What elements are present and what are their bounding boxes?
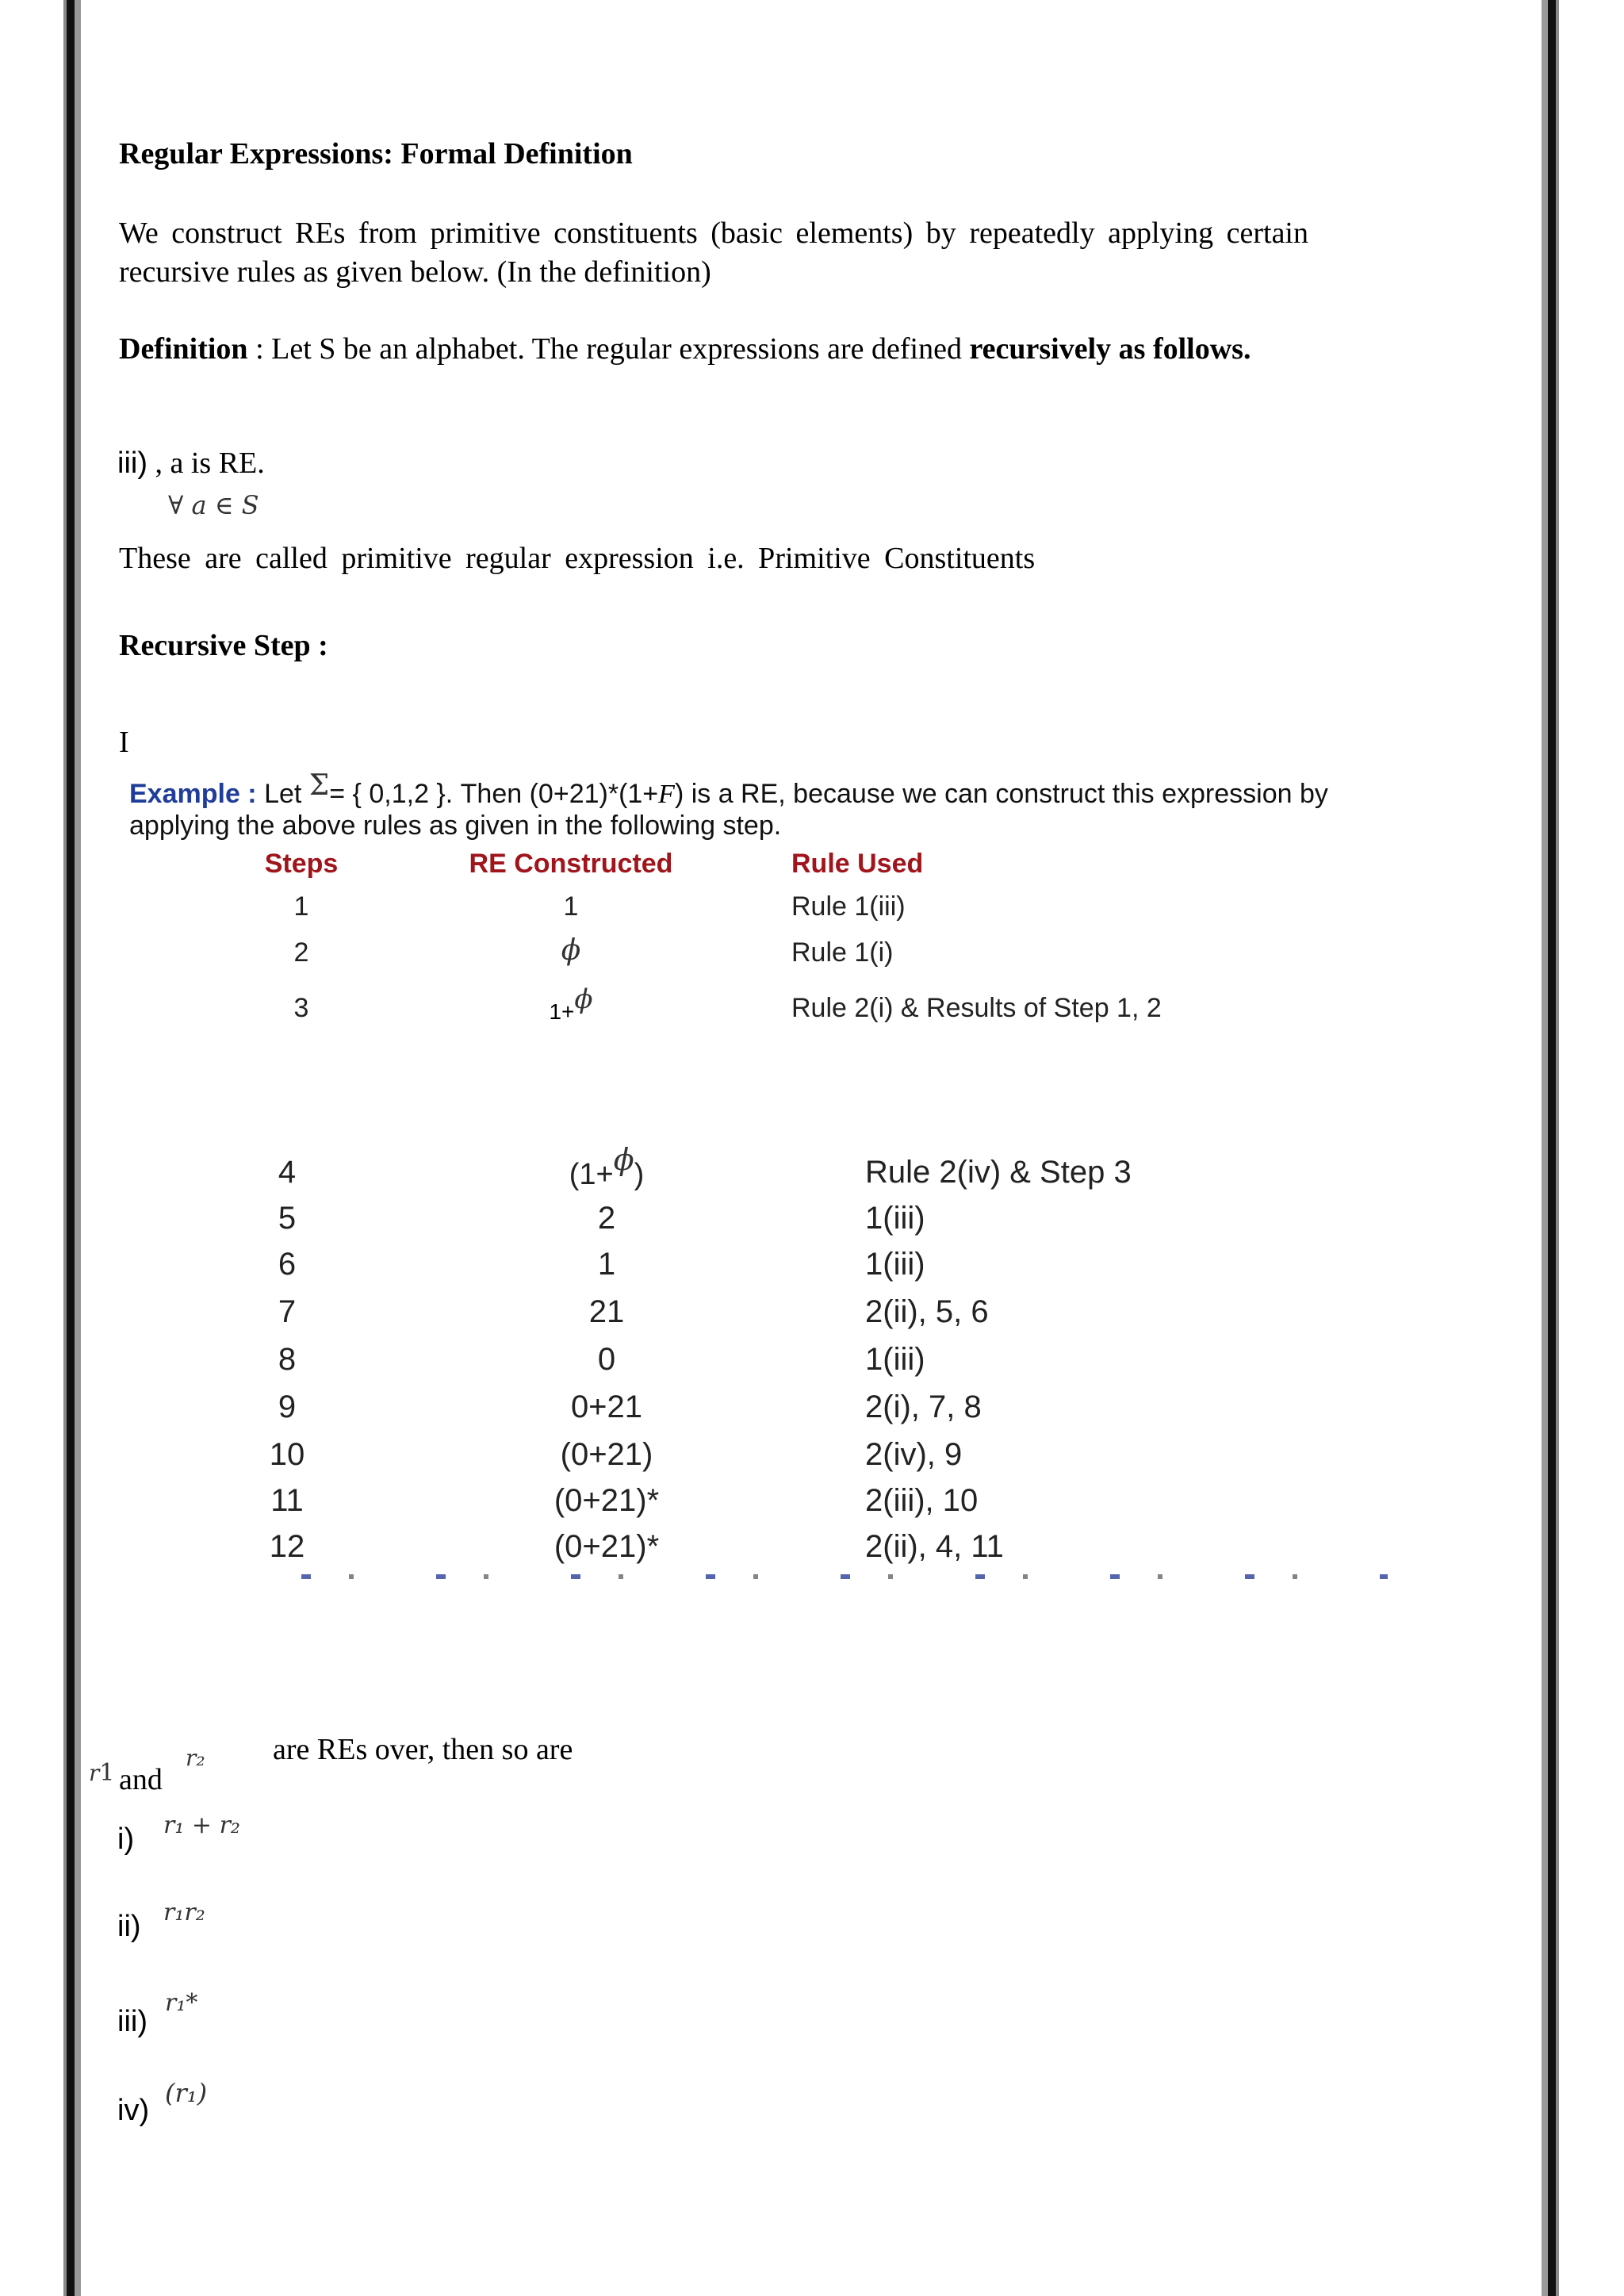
re-cell: (0+21) xyxy=(560,1437,653,1472)
definition-bold-tail: recursively as follows. xyxy=(969,332,1251,366)
rule-item-iv-expr: (r₁) xyxy=(165,2078,208,2108)
rule-cell: 2(ii), 4, 11 xyxy=(865,1529,1004,1564)
example-text-b: = { 0,1,2 }. Then (0+21)*(1+ xyxy=(329,779,659,809)
step-cell: 11 xyxy=(270,1483,304,1518)
forall-symbol: ∀ a ∈ S xyxy=(168,490,259,520)
r1-symbol xyxy=(89,1759,114,1787)
rule-item-ii-expr: r₁r₂ xyxy=(163,1899,205,1926)
rule-cell: 2(iii), 10 xyxy=(865,1483,979,1518)
re-cell xyxy=(492,1142,722,1191)
re-suffix: ) xyxy=(634,1158,645,1191)
header-steps: Steps xyxy=(264,849,339,879)
rule-cell: Rule 2(i) & Results of Step 1, 2 xyxy=(791,993,1162,1023)
example-text-a: Let xyxy=(256,779,309,809)
re-cell: 0+21 xyxy=(570,1389,643,1424)
rule-cell: 2(i), 7, 8 xyxy=(865,1389,982,1424)
item-iii-text: , a is RE. xyxy=(147,447,265,480)
page-title: Regular Expressions: Formal Definition xyxy=(119,137,633,171)
rule-item-i-expr: r₁ + r₂ xyxy=(163,1811,240,1839)
rule-cell: Rule 1(i) xyxy=(791,937,894,968)
rule-item-iv-label: iv) xyxy=(117,2094,150,2127)
and-text: and xyxy=(119,1763,163,1796)
example-text-c: ) is a RE, because we can construct this expression by xyxy=(674,779,1328,809)
phi-symbol: ϕ xyxy=(613,1142,634,1177)
rule-cell: Rule 2(iv) & Step 3 xyxy=(865,1155,1132,1190)
step-cell: 3 xyxy=(293,993,309,1023)
step-cell: 9 xyxy=(278,1389,297,1424)
r2-symbol: r₂ xyxy=(186,1745,205,1771)
definition-text: : Let S be an alphabet. The regular expressions are defined xyxy=(247,332,970,366)
primitive-rule-iii xyxy=(117,446,265,481)
re-cell: 1 xyxy=(563,891,579,922)
example-label: Example : xyxy=(129,779,257,809)
r1-subscript: 1 xyxy=(99,1759,115,1787)
re-prefix: 1+ xyxy=(549,999,575,1024)
re-cell: (0+21)* xyxy=(553,1483,660,1518)
rule-cell: 2(iv), 9 xyxy=(865,1437,963,1472)
re-cell: 0 xyxy=(597,1342,616,1377)
header-re-constructed: RE Constructed xyxy=(469,849,673,879)
stray-letter: I xyxy=(119,726,129,759)
are-res-text: are REs over, then so are xyxy=(273,1733,573,1766)
step-cell: 5 xyxy=(278,1201,297,1236)
step-cell: 4 xyxy=(278,1155,297,1190)
sigma-symbol: Σ xyxy=(308,769,330,802)
phi-symbol: ϕ xyxy=(574,983,593,1015)
header-rule-used: Rule Used xyxy=(791,849,924,879)
clipped-text-remnant xyxy=(254,1574,1388,1579)
re-cell: (0+21)* xyxy=(553,1529,660,1564)
re-cell: 21 xyxy=(588,1294,625,1329)
rule-item-iii-expr: r₁* xyxy=(165,1989,198,2017)
rule-item-i-label: i) xyxy=(117,1823,135,1856)
re-prefix: (1+ xyxy=(569,1158,614,1191)
rule-item-iii-label: iii) xyxy=(117,2005,147,2038)
rule-cell: Rule 1(iii) xyxy=(791,891,906,922)
step-cell: 2 xyxy=(293,937,309,968)
intro-paragraph: We construct REs from primitive constituents (basic elements) by repeatedly applying certain recursive rules as given below. (In the definition) xyxy=(119,217,1308,289)
item-iii-label: iii) xyxy=(117,447,147,480)
step-cell: 12 xyxy=(269,1529,305,1564)
step-cell: 1 xyxy=(293,891,309,922)
step-cell: 10 xyxy=(269,1437,305,1472)
f-symbol: F xyxy=(658,780,675,809)
left-page-border xyxy=(63,0,81,2296)
rule-item-ii-label: ii) xyxy=(117,1910,141,1943)
definition-paragraph xyxy=(119,330,1308,369)
step-cell: 7 xyxy=(278,1294,297,1329)
right-page-border xyxy=(1542,0,1559,2296)
rule-cell: 2(ii), 5, 6 xyxy=(865,1294,989,1329)
re-cell xyxy=(460,983,682,1024)
r1-letter: r xyxy=(89,1760,100,1786)
example-line-2: applying the above rules as given in the following step. xyxy=(129,811,782,841)
re-cell: 2 xyxy=(597,1201,616,1236)
phi-symbol: ϕ xyxy=(561,934,581,967)
step-cell: 8 xyxy=(278,1342,297,1377)
example-intro-line xyxy=(129,769,1328,810)
rule-cell: 1(iii) xyxy=(865,1201,925,1236)
rule-cell: 1(iii) xyxy=(865,1247,925,1282)
definition-label: Definition xyxy=(119,332,248,366)
re-cell: 1 xyxy=(597,1247,616,1282)
primitive-paragraph: These are called primitive regular expression i.e. Primitive Constituents xyxy=(119,542,1036,575)
rule-cell: 1(iii) xyxy=(865,1342,925,1377)
recursive-step-heading: Recursive Step : xyxy=(119,629,328,662)
step-cell: 6 xyxy=(278,1247,297,1282)
